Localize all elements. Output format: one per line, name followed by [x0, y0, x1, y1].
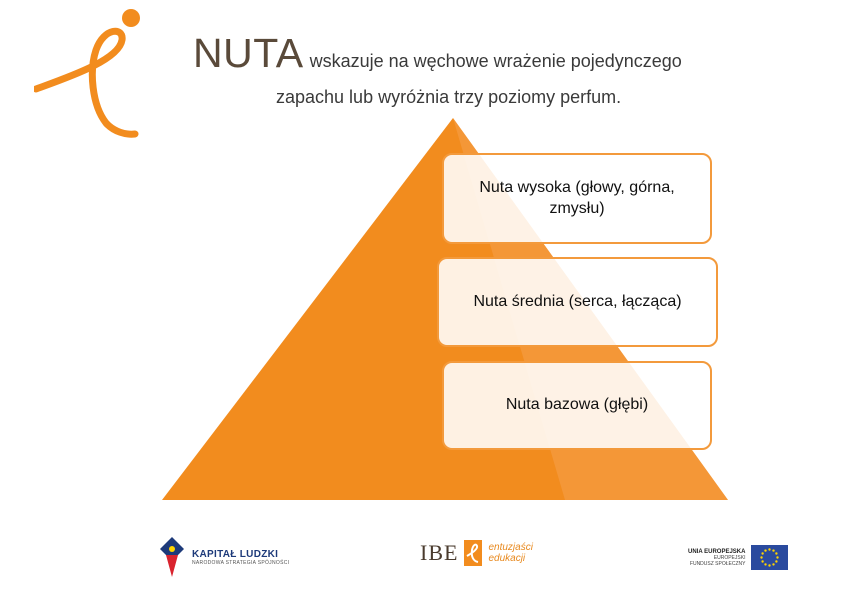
eu-title: UNIA EUROPEJSKA [688, 548, 746, 555]
title-description: wskazuje na węchowe wrażenie pojedynczego [309, 51, 682, 71]
brand-e-logo-icon [34, 5, 149, 140]
pyramid-level-base: Nuta bazowa (głębi) [442, 361, 712, 450]
ibe-name: IBE [420, 540, 459, 565]
eu-flag-icon [751, 545, 788, 570]
title-keyword: NUTA [193, 30, 304, 76]
kapital-ludzki-subtitle: NARODOWA STRATEGIA SPÓJNOŚCI [192, 559, 290, 566]
kapital-ludzki-logo [160, 537, 289, 577]
pyramid-level-middle: Nuta średnia (serca, łącząca) [437, 257, 718, 347]
ibe-e-icon [464, 540, 482, 566]
eu-line2: FUNDUSZ SPOŁECZNY [689, 560, 746, 567]
ibe-tagline-1: entuzjaści [488, 542, 533, 553]
kapital-ludzki-icon [160, 537, 184, 577]
ibe-logo [420, 540, 533, 566]
title-description-line2: zapachu lub wyróżnia trzy poziomy perfum. [276, 87, 622, 107]
kapital-ludzki-title: KAPITAŁ LUDZKI [192, 548, 279, 560]
eu-logo [688, 545, 788, 570]
pyramid-level-top: Nuta wysoka (głowy, górna, zmysłu) [442, 153, 712, 244]
eu-line1: EUROPEJSKI [713, 554, 746, 561]
page-title [193, 30, 682, 77]
ibe-tagline-2: edukacji [488, 553, 526, 564]
